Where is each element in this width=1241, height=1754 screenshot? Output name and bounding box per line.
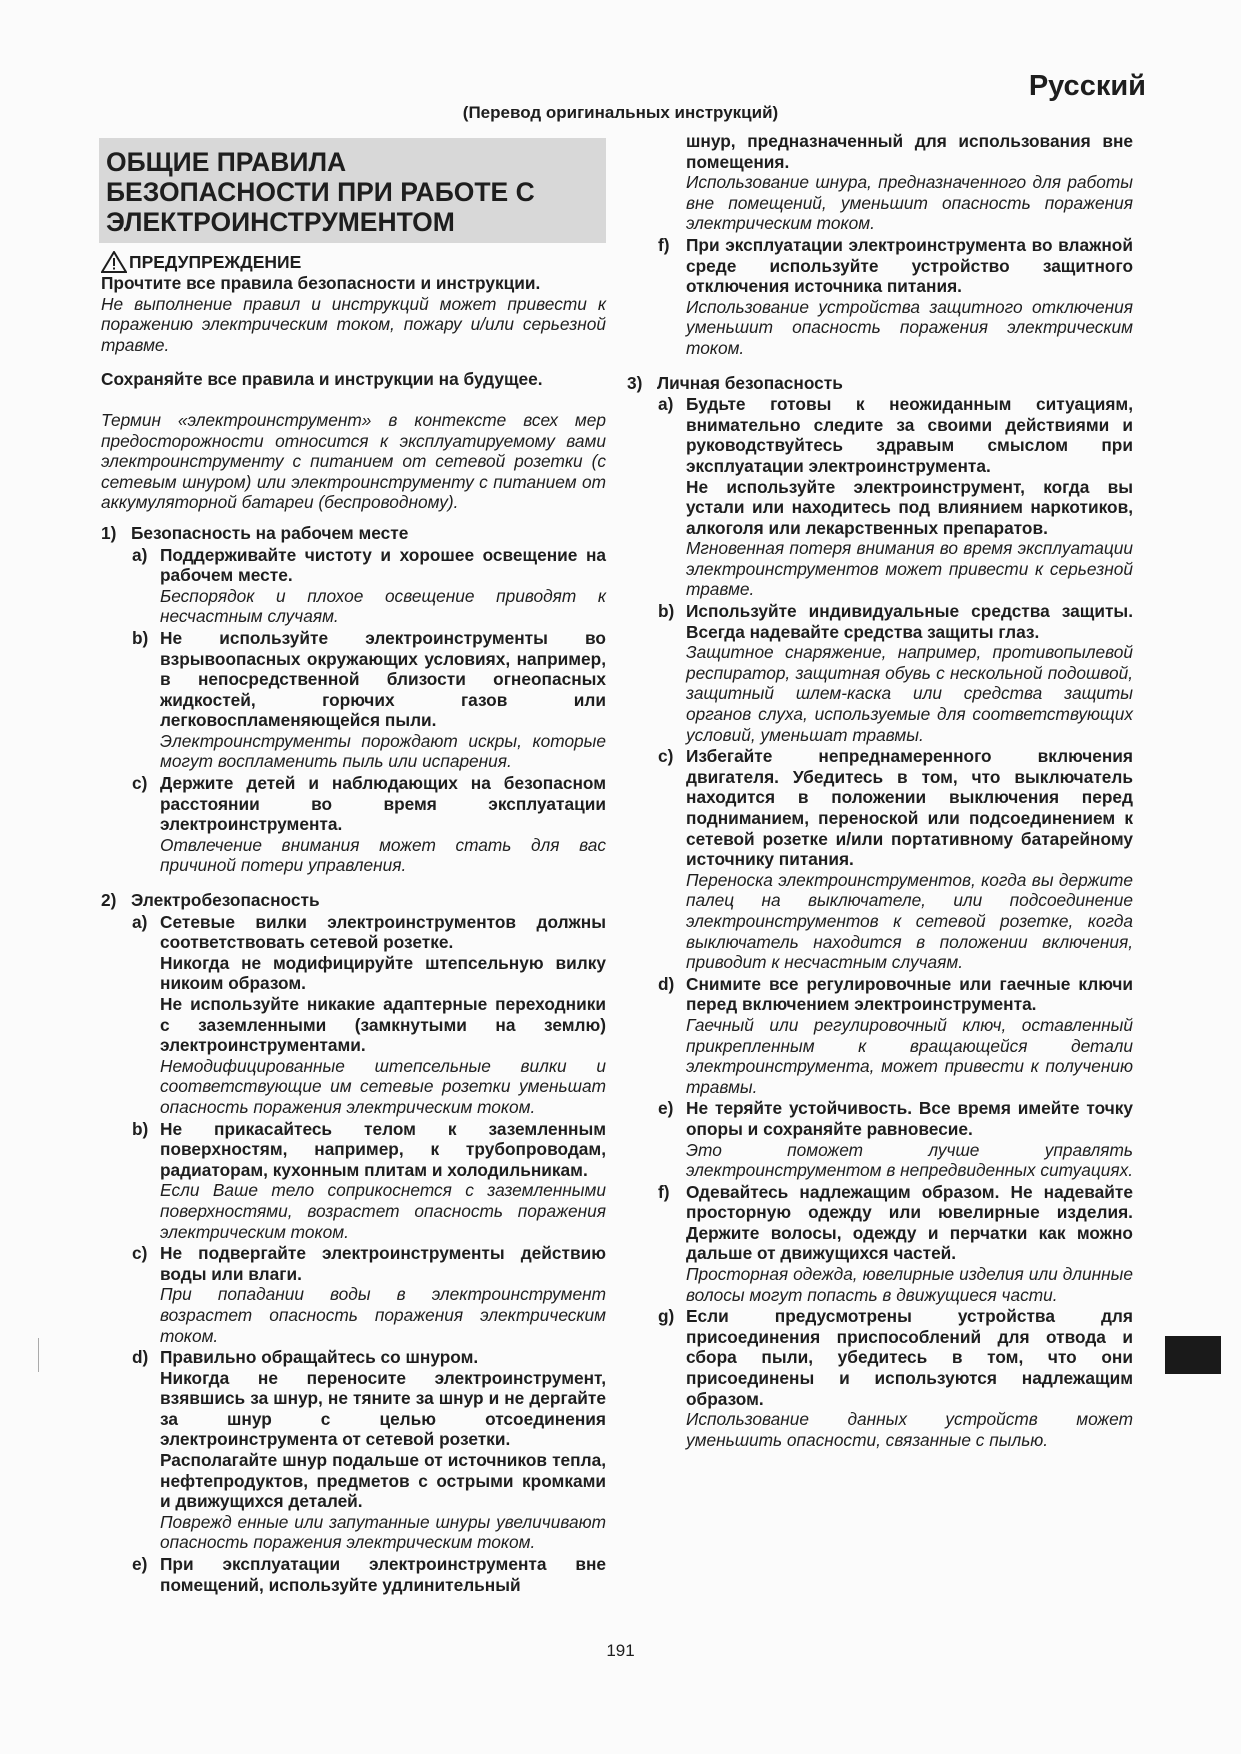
- list-item: b) Не используйте электроинструменты во взрывоопасных окружающих условиях, например, в непосредственной близости огнеопасных жидкостей, горючих газов или легковоспламеняющейся пыли. Электроинструменты порождают искры, которые могут воспламенить пыль или испарения.: [132, 627, 606, 772]
- margin-mark: [38, 1338, 39, 1372]
- section-2-heading: 2) Электробезопасность: [101, 890, 320, 911]
- list-item: c) Держите детей и наблюдающих на безопасном расстоянии во время эксплуатации электроинструмента. Отвлечение внимания может стать для вас причиной потери управления.: [132, 773, 606, 876]
- subtitle: (Перевод оригинальных инструкций): [462, 103, 779, 122]
- list-item: e) Не теряйте устойчивость. Все время имейте точку опоры и сохраняйте равновесие. Это поможет лучше управлять электроинструментом в непредвиденных ситуациях.: [658, 1098, 1134, 1181]
- language-tab-marker: [1165, 1336, 1221, 1374]
- list-item: f) Одевайтесь надлежащим образом. Не надевайте просторную одежду или ювелирные изделия. Держите волосы, одежду и перчатки как можно дальше от движущихся частей. Просторная одежда, ювелирные изделия или длинные волосы могут попасть в движущиеся части.: [658, 1181, 1133, 1305]
- list-item: d) Снимите все регулировочные или гаечные ключи перед включением электроинструмента. Гаечный или регулировочный ключ, оставленный прикрепленным к вращающейся детали электроинструмента, может привести к получению травмы.: [658, 973, 1133, 1097]
- term-text: Термин «электроинструмент» в контексте всех мер предосторожности относится к эксплуатируемому вами электроинструменту с питанием от сетевой розетки (с сетевым шнуром) или электроинструменту с питанием от аккумуляторной батареи (беспроводному).: [101, 409, 606, 513]
- save-text: Сохраняйте все правила и инструкции на будущее.: [101, 369, 543, 390]
- warning-icon: [101, 251, 127, 273]
- right-column: [627, 130, 1133, 1450]
- section-1-heading: 1) Безопасность на рабочем месте: [101, 522, 409, 543]
- language-label: Русский: [1028, 70, 1146, 102]
- list-item: a) Будьте готовы к неожиданным ситуациям, внимательно следите за своими действиями и руководствуйтесь здравым смыслом при эксплуатации электроинструмента. Не используйте электроинструмент, когда вы устали или находитесь под влиянием наркотиков, алкоголя или лекарственных препаратов. Мгновенная потеря внимания во время эксплуатации электроинструментов может привести к серьезной травме.: [658, 394, 1133, 600]
- page-number: 191: [606, 1641, 635, 1660]
- list-item: g) Если предусмотрены устройства для присоединения приспособлений для отвода и сбора пыли, убедитесь в том, что они присоединены и используются надлежащим образом. Использование данных устройств может уменьшить опасности, связанные с пылью.: [658, 1306, 1133, 1450]
- list-item: c) Не подвергайте электроинструменты действию воды или влаги. При попадании воды в электроинструмент возрастет опасность поражения электрическим током.: [132, 1243, 606, 1346]
- list-item: e) При эксплуатации электроинструмента вне помещений, используйте удлинительный: [132, 1554, 606, 1595]
- list-item: a) Сетевые вилки электроинструментов должны соответствовать сетевой розетке. Никогда не модифицируйте штепсельную вилку никоим образом. Не используйте никакие адаптерные переходники с заземленными (замкнутыми на землю) электроинструментами. Немодифицированные штепсельные вилки и соответствующие им сетевые розетки уменьшат опасность поражения электрическим током.: [132, 911, 606, 1117]
- list-item: d) Правильно обращайтесь со шнуром. Никогда не переносите электроинструмент, взявшись за шнур, не тяните за шнур и не дергайте за шнур с целью отсоединения электроинструмента от сетевой розетки. Располагайте шнур подальше от источников тепла, нефтепродуктов, предметов с острыми кромками и движущихся деталей. Поврежд енные или запутанные шнуры увеличивают опасность поражения электрическим током.: [132, 1347, 606, 1553]
- list-item: b) Не прикасайтесь телом к заземленным поверхностям, например, к трубопроводам, радиаторам, кухонным плитам и холодильникам. Если Ваше тело соприкоснется с заземленными поверхностями, возрастет опасность поражения электрическим током.: [132, 1118, 606, 1242]
- list-item: b) Используйте индивидуальные средства защиты. Всегда надевайте средства защиты глаз. Защитное снаряжение, например, противопылевой респиратор, защитная обувь с нескольной подошвой, защитный шлем-каска или средства защиты органов слуха, используемые для соответствующих условий, уменьшат травмы.: [658, 601, 1133, 745]
- warning-heading: ПРЕДУПРЕЖДЕНИЕ: [101, 251, 606, 273]
- page-title: ОБЩИЕ ПРАВИЛА БЕЗОПАСНОСТИ ПРИ РАБОТЕ С ЭЛЕКТРОИНСТРУМЕНТОМ: [99, 138, 606, 243]
- left-column: [101, 130, 606, 1595]
- failure-text: Не выполнение правил и инструкций может привести к поражению электрическим током, пожару и/или серьезной травме.: [101, 293, 606, 355]
- read-all-text: Прочтите все правила безопасности и инструкции.: [101, 273, 541, 293]
- list-item: f) При эксплуатации электроинструмента во влажной среде используйте устройство защитного отключения источника питания. Использование устройства защитного отключения уменьшит опасность поражения электрическим током.: [658, 234, 1133, 358]
- list-item: c) Избегайте непреднамеренного включения двигателя. Убедитесь в том, что выключатель находится в положении выключения перед подниманием, переноской или подсоединением к сетевой розетке и/или портативному батарейному источнику питания. Переноска электроинструментов, когда вы держите палец на выключателе, или подсоединение электроинструментов к сетевой розетке, когда выключатель находится в положении включения, приводит к несчастным случаям.: [658, 746, 1133, 973]
- list-item: шнур, предназначенный для использования вне помещения. Использование шнура, предназначенного для работы вне помещений, уменьшит опасность поражения электрическим током.: [686, 131, 1133, 234]
- section-3-heading: 3) Личная безопасность: [627, 372, 843, 393]
- list-item: a) Поддерживайте чистоту и хорошее освещение на рабочем месте. Беспорядок и плохое освещение приводят к несчастным случаям.: [132, 544, 606, 627]
